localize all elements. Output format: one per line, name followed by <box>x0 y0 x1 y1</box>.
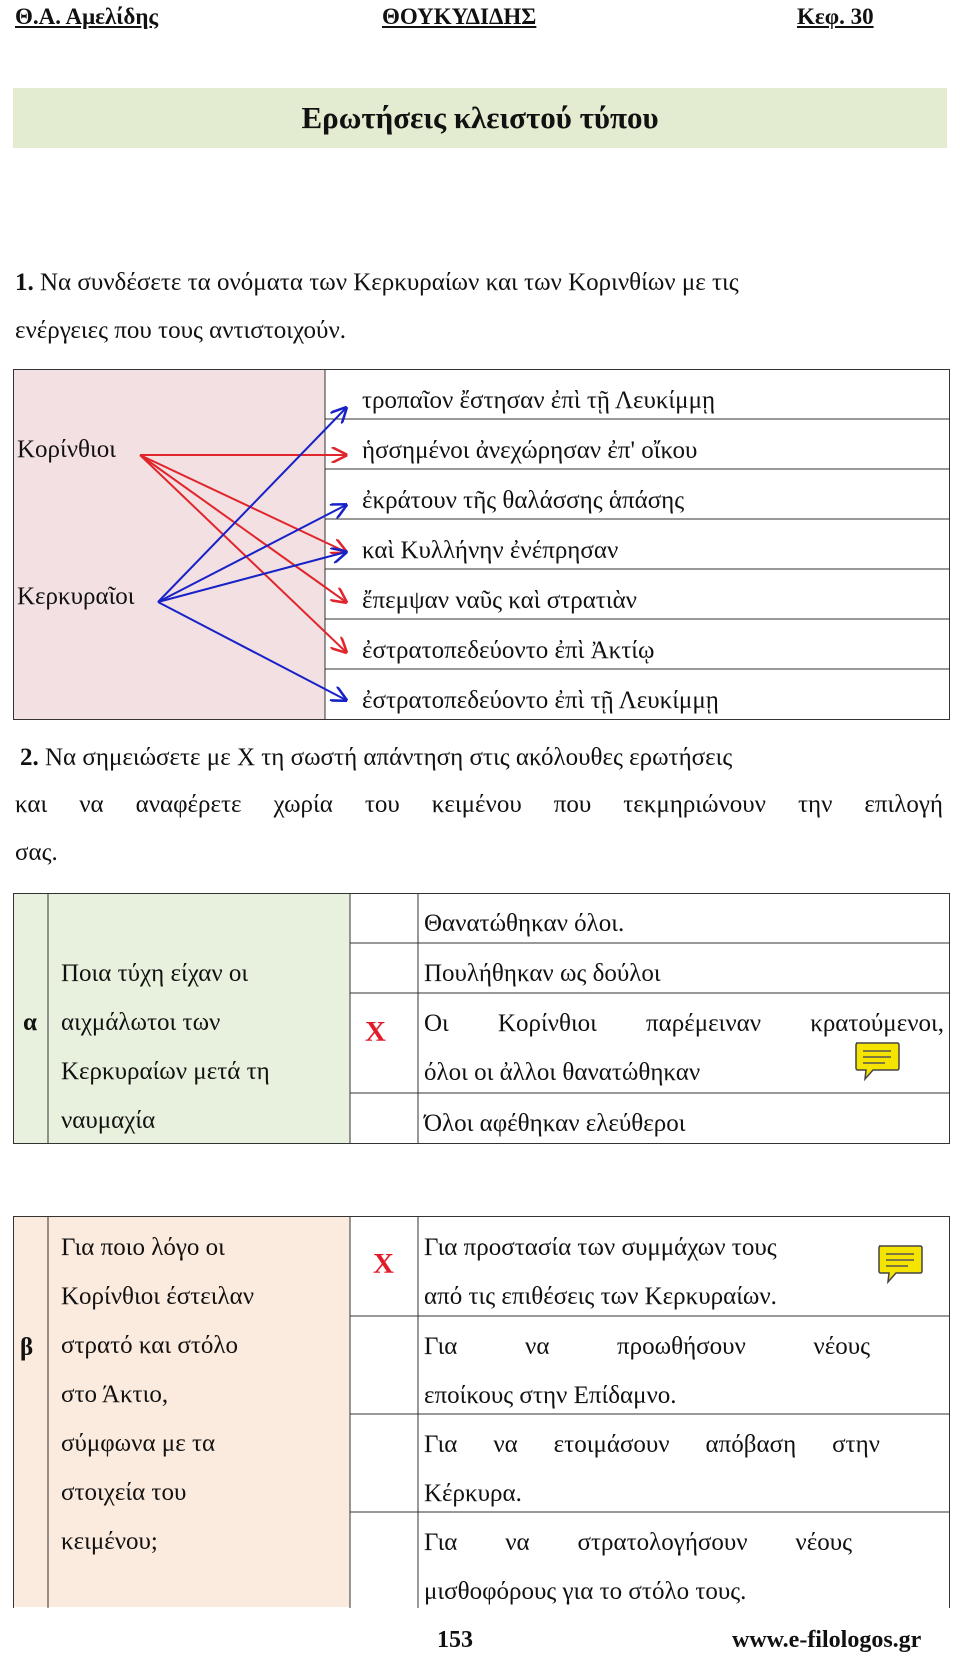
table-b-answer-mark: Χ <box>373 1248 394 1280</box>
table-b-option-3-line2: Κέρκυρα. <box>424 1480 522 1507</box>
action-1: τροπαῖον ἔστησαν ἐπὶ τῇ Λευκίμμῃ <box>362 387 716 414</box>
table-b-letter: β <box>20 1334 34 1361</box>
q2-line3: σας. <box>15 839 58 866</box>
table-b-option-1-line2: από τις επιθέσεις των Κερκυραίων. <box>424 1283 777 1310</box>
q2-number: 2. <box>20 744 39 771</box>
table-b-question-5: σύμφωνα με τα <box>61 1430 216 1457</box>
table-b-option-2-line2: εποίκους στην Επίδαμνο. <box>424 1382 677 1409</box>
header-author: Θ.Α. Αμελίδης <box>15 4 159 29</box>
left-item-korinthioi: Κορίνθιοι <box>17 436 116 463</box>
left-item-kerkyraioi: Κερκυραῖοι <box>17 583 135 610</box>
table-b-option-3-line1: Για να ετοιμάσουν απόβαση στην <box>424 1431 880 1458</box>
table-b-option-1-line1: Για προστασία των συμμάχων τους <box>424 1234 777 1261</box>
table-a-option-1: Θανατώθηκαν όλοι. <box>424 910 625 937</box>
arrow-kerkyraioi-3 <box>158 552 346 602</box>
header-title: ΘΟΥΚΥΔΙΔΗΣ <box>382 4 537 29</box>
table-b-question-3: στρατό και στόλο <box>61 1332 238 1359</box>
q2-text-1: Να σημειώσετε με Χ τη σωστή απάντηση στις ακόλουθες ερωτήσεις <box>45 744 733 771</box>
table-a-option-2: Πουλήθηκαν ως δούλοι <box>424 960 661 987</box>
table-a-question-2: αιχμάλωτοι των <box>61 1009 221 1036</box>
q1-text-1: Να συνδέσετε τα ονόματα των Κερκυραίων και των Κορινθίων με τις <box>40 269 739 296</box>
table-b-question-4: στο Άκτιο, <box>61 1381 169 1408</box>
table-b-question-7: κειμένου; <box>61 1528 158 1555</box>
action-6: ἐστρατοπεδεύοντο ἐπὶ Ἀκτίῳ <box>362 637 655 664</box>
table-b-option-4-line1: Για να στρατολογήσουν νέους <box>424 1529 852 1556</box>
table-b-option-4-line2: μισθοφόρους για το στόλο τους. <box>424 1578 747 1605</box>
arrow-kerkyraioi-1 <box>158 408 346 602</box>
arrow-korinthioi-4 <box>140 455 346 652</box>
matching-arrows <box>0 0 960 760</box>
action-2: ἡσσημένοι ἀνεχώρησαν ἐπ' οἴκου <box>362 437 698 464</box>
table-a-question-1: Ποια τύχη είχαν οι <box>61 960 249 987</box>
header-chapter: Κεφ. 30 <box>797 4 874 29</box>
table-a-letter: α <box>23 1009 37 1036</box>
table-a-question-3: Κερκυραίων μετά τη <box>61 1058 270 1085</box>
arrow-korinthioi-2 <box>140 455 346 552</box>
table-a-option-4: Όλοι αφέθηκαν ελεύθεροι <box>424 1110 686 1137</box>
table-b-option-2-line1: Για να προωθήσουν νέους <box>424 1333 870 1360</box>
footer-page-number: 153 <box>437 1627 473 1653</box>
comment-icon[interactable] <box>876 1243 924 1285</box>
table-a-option-3-line1: Οι Κορίνθιοι παρέμειναν κρατούμενοι, <box>424 1010 944 1037</box>
table-b-question-6: στοιχεία του <box>61 1479 187 1506</box>
arrow-kerkyraioi-4 <box>158 602 346 700</box>
arrow-kerkyraioi-2 <box>158 505 346 602</box>
action-5: ἔπεμψαν ναῦς καὶ στρατιὰν <box>362 587 637 614</box>
q1-number: 1. <box>15 269 34 296</box>
section-title: Ερωτήσεις κλειστού τύπου <box>301 100 659 135</box>
q2-line2: και να αναφέρετε χωρία του κειμένου που τεκμηριώνουν την επιλογή <box>15 791 943 818</box>
table-a-answer-mark: Χ <box>365 1016 386 1048</box>
q2-line1 <box>20 733 732 782</box>
action-4: καὶ Κυλλήνην ἐνέπρησαν <box>362 537 619 564</box>
table-a-option-3-line2: όλοι οι ἀλλοι θανατώθηκαν <box>424 1059 701 1086</box>
table-b-question-2: Κορίνθιοι έστειλαν <box>61 1283 255 1310</box>
action-7: ἐστρατοπεδεύοντο ἐπὶ τῇ Λευκίμμῃ <box>362 687 719 714</box>
q1-line2: ενέργειες που τους αντιστοιχούν. <box>15 317 346 344</box>
table-a-question-4: ναυμαχία <box>61 1107 156 1134</box>
comment-icon[interactable] <box>853 1040 901 1082</box>
footer-website[interactable]: www.e-filologos.gr <box>732 1627 922 1653</box>
action-3: ἐκράτουν τῆς θαλάσσης ἁπάσης <box>362 487 685 514</box>
table-b-question-1: Για ποιο λόγο οι <box>61 1234 225 1261</box>
